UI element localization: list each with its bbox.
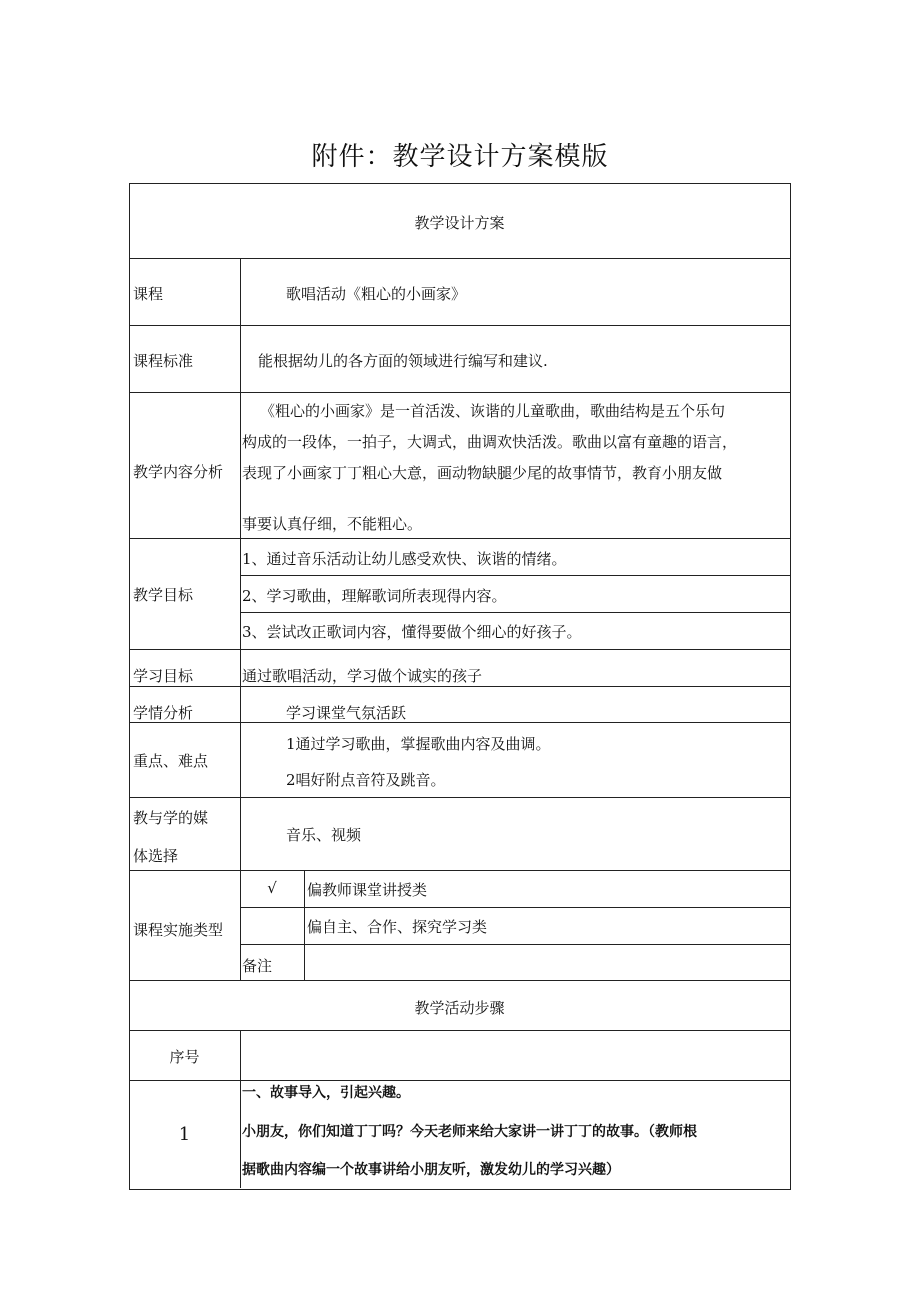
row-divider — [240, 612, 790, 613]
seq-label: 序号 — [169, 1048, 200, 1066]
row-divider — [129, 392, 790, 393]
standard-value: 能根据幼儿的各方面的领域进行编写和建议. — [258, 352, 548, 370]
type-label: 课程实施类型 — [133, 921, 224, 939]
key-label: 重点、难点 — [133, 752, 209, 770]
type-option-teacher: 偏教师课堂讲授类 — [307, 881, 428, 899]
step-line: 小朋友，你们知道丁丁吗？今天老师来给大家讲一讲丁丁的故事。（教师根 — [242, 1124, 697, 1140]
steps-header: 教学活动步骤 — [414, 999, 505, 1017]
row-divider — [129, 1080, 790, 1081]
situation-label: 学情分析 — [133, 704, 194, 722]
media-label-line: 体选择 — [133, 847, 179, 865]
type-check-mark: √ — [267, 879, 277, 897]
learning-goal-label: 学习目标 — [133, 667, 194, 685]
analysis-line: 《粗心的小画家》是一首活泼、诙谐的儿童歌曲，歌曲结构是五个乐句 — [260, 402, 726, 420]
key-line: 2唱好附点音符及跳音。 — [286, 771, 446, 789]
row-divider — [129, 722, 790, 723]
table-header: 教学设计方案 — [414, 214, 505, 232]
row-divider — [129, 797, 790, 798]
column-divider — [304, 870, 305, 980]
analysis-line: 表现了小画家丁丁粗心大意，画动物缺腿少尾的故事情节，教育小朋友做 — [242, 464, 723, 482]
row-divider — [129, 980, 790, 981]
row-divider — [240, 575, 790, 576]
analysis-line: 构成的一段体，一拍子，大调式，曲调欢快活泼。歌曲以富有童趣的语言， — [242, 433, 738, 451]
row-divider — [129, 538, 790, 539]
row-divider — [129, 325, 790, 326]
row-divider — [129, 1030, 790, 1031]
media-label-line: 教与学的媒 — [133, 809, 209, 827]
row-divider — [129, 870, 790, 871]
step-line: 据歌曲内容编一个故事讲给小朋友听，激发幼儿的学习兴趣） — [242, 1162, 620, 1178]
learning-goal-value: 通过歌唱活动，学习做个诚实的孩子 — [242, 667, 483, 685]
row-divider — [129, 258, 790, 259]
goal-item: 2、学习歌曲，理解歌词所表现得内容。 — [242, 587, 507, 605]
row-divider — [129, 649, 790, 650]
key-line: 1通过学习歌曲，掌握歌曲内容及曲调。 — [286, 735, 551, 753]
row-divider — [240, 907, 790, 908]
column-divider — [240, 1030, 241, 1188]
row-divider — [240, 944, 790, 945]
analysis-line: 事要认真仔细，不能粗心。 — [242, 515, 423, 533]
goal-item: 3、尝试改正歌词内容，懂得要做个细心的好孩子。 — [242, 623, 582, 641]
course-value: 歌唱活动《粗心的小画家》 — [286, 285, 467, 303]
page-title: 附件：教学设计方案模版 — [311, 142, 609, 172]
situation-value: 学习课堂气氛活跃 — [286, 704, 407, 722]
type-option-self: 偏自主、合作、探究学习类 — [307, 918, 488, 936]
standard-label: 课程标准 — [133, 352, 194, 370]
analysis-label: 教学内容分析 — [133, 463, 224, 481]
step-number: 1 — [178, 1124, 191, 1145]
goal-label: 教学目标 — [133, 586, 194, 604]
goal-item: 1、通过音乐活动让幼儿感受欢快、诙谐的情绪。 — [242, 550, 567, 568]
remark-label: 备注 — [242, 957, 273, 975]
step-line: 一、故事导入，引起兴趣。 — [242, 1085, 410, 1101]
column-divider — [240, 258, 241, 980]
row-divider — [129, 686, 790, 687]
course-label: 课程 — [133, 285, 164, 303]
media-value: 音乐、视频 — [286, 826, 362, 844]
